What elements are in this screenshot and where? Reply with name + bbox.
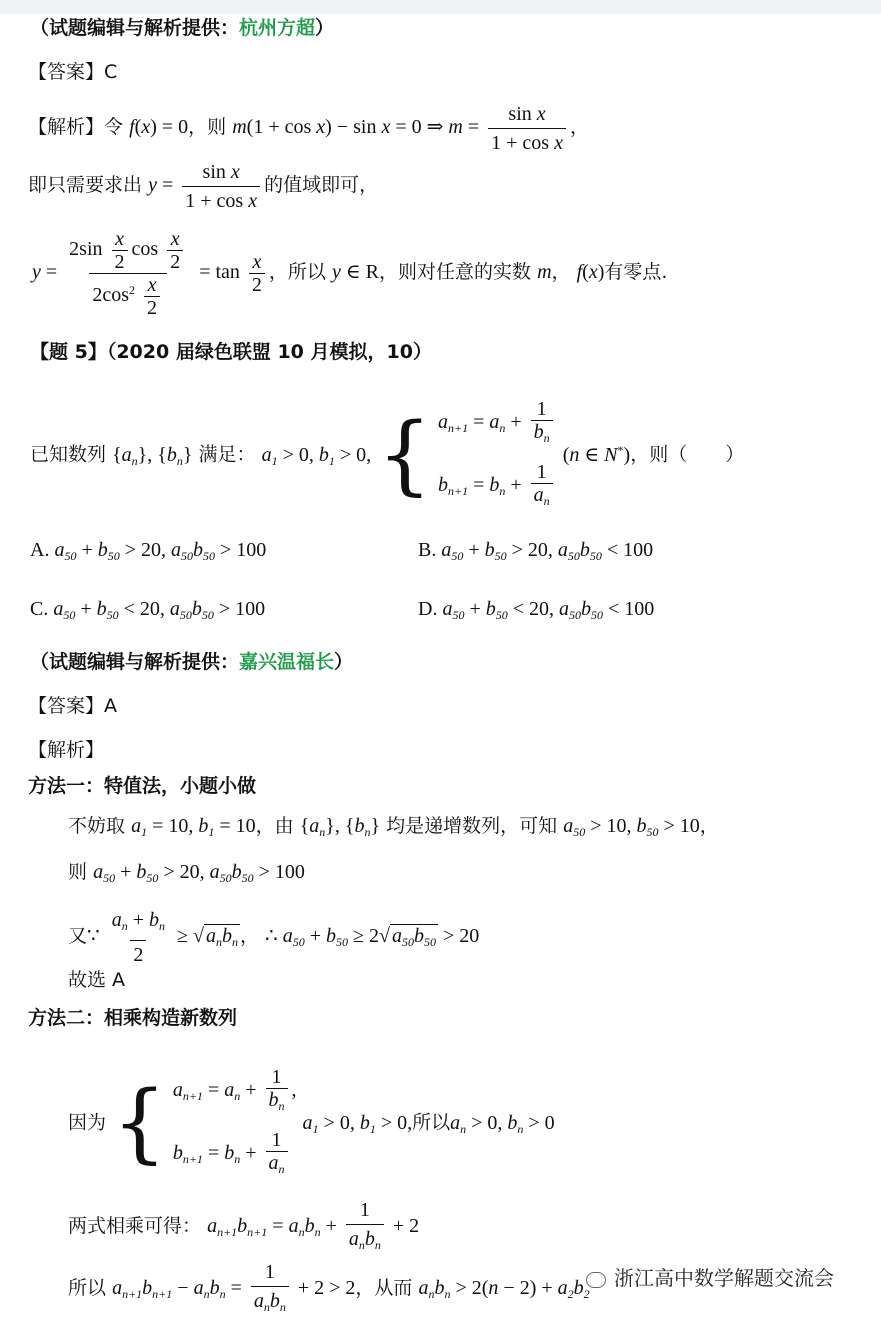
analysis-1-line-3: y = 2sin $\frac{x}{2}$ cos $\frac{x}{2}$ $2\cos^2$ $\frac{x}{2}$ = tan $\frac{x}{2}$ ，所以 y ∈ R，则对任意的实数 m， f(x)有零点. [32,228,668,319]
text-satisfy: 满足： [198,443,256,466]
method-1-choose: 故选 A [68,969,126,991]
option-letter-a: A. [30,539,50,561]
question-5-title: 【题 5】（2020 届绿色联盟 10 月模拟，10） [30,341,432,363]
option-d[interactable] [418,597,654,627]
text-suoyi: ，所以 [268,261,326,284]
editor-credit-1 [30,16,334,40]
math-lower-bound: $a_nb_n > 2(n - 2) + a_2b_2$ [418,1277,590,1302]
method-1-line-3: 又∵ $\frac{a_n + b_n}{2}$ ≥ √ $a_nb_n$ ， ∴ $a_{50} + b_{50} \ge 2√$ $a_{50}b_{50} > 20$ [68,906,479,969]
method-2-difference [68,1258,590,1321]
method-1-line-1: 不妨取 $a_1 = 10$, $b_1 = 10$，由 $\{a_n\}$, $\{b_n\}$ 均是递增数列，可知 $a_{50} > 10$, $b_{50} > 10$， [68,815,719,839]
math-positive: $a_1 > 0$, $b_1 > 0$, [302,1111,413,1136]
math-difference: $a_{n+1}b_{n+1} - a_nb_n$ = $\frac{1}{a_nb_n}$ + 2 > 2 [112,1277,355,1299]
left-brace: { [377,405,432,505]
editor-name: 杭州方超 [239,17,316,39]
editor-name-2: 嘉兴温福长 [239,651,335,673]
math-because: ∵ $\frac{a_n + b_n}{2}$ ≥ √ $a_nb_n$ [87,925,240,947]
math-conclusion-1: $a_{50} + b_{50} > 20$, $a_{50}b_{50} > 100$ [93,861,305,885]
option-a-math: $a_{50} + b_{50} > 20$, $a_{50}b_{50} > 100$ [54,539,267,563]
text-because: 因为 [68,1111,107,1134]
option-letter-b: B. [418,539,437,561]
option-b-math: $a_{50} + b_{50} > 20$, $a_{50}b_{50} < 100$ [441,539,654,563]
math-m-equation: m(1 + cos x) − sin x = 0 ⇒ m = $\frac{\text{sin x}}{\text{1 + cos x}}$ [232,116,570,138]
editor-credit-2 [30,650,353,674]
math-a50-b50-gt10: $a_{50} > 10$, $b_{50} > 10$ [563,815,700,839]
editor-suffix-2: ） [334,651,354,673]
math-an-bn-positive: $a_n > 0$, $b_n > 0$ [450,1111,555,1136]
analysis-2-label: 【解析】 [28,739,105,761]
math-half-angle: y = 2sin $\frac{x}{2}$ cos $\frac{x}{2}$ $2\cos^2$ $\frac{x}{2}$ = tan $\frac{x}{2}$ [32,261,269,283]
text-zero-point: 有零点. [604,261,668,284]
math-system-2: $a_{n+1} = a_n$ + $\frac{1}{b_n}$ , $b_{n+1} = b_n$ + $\frac{1}{a_n}$ [173,1060,297,1186]
text-take: 不妨取 [68,815,126,837]
text-so-2: 所以 [68,1277,107,1300]
text-range: 的值域即可， [264,174,379,197]
math-sequences-2: $\{a_n\}$, $\{b_n\}$ [299,815,381,839]
option-letter-d: D. [418,598,438,620]
option-d-math: $a_{50} + b_{50} < 20$, $a_{50}b_{50} < 100$ [442,598,655,622]
option-b[interactable] [418,538,653,568]
method-1-title: 方法一：特值法，小题小做 [28,775,257,797]
option-a[interactable] [30,538,266,568]
analysis-1-line-2 [28,158,378,215]
text-need: 即只需要求出 [28,174,143,197]
math-sequences: $\{a_n\}$, $\{b_n\}$ [112,443,193,468]
text-multiply: 两式相乘可得： [68,1215,202,1238]
text-ze: ，则 [188,116,227,139]
math-y-ratio: y = $\frac{\text{sin x}}{\text{1 + cos x}}$ [148,174,264,196]
math-initial: $a_1 = 10$, $b_1 = 10$ [131,815,256,839]
option-letter-c: C. [30,598,49,620]
math-product-recurrence: $a_{n+1}b_{n+1} = a_nb_n$ + $\frac{1}{a_nb_n}$ + 2 [207,1215,419,1237]
text-ling: 令 [104,116,124,139]
text-known: 已知数列 [30,443,107,466]
text-hence: ，从而 [355,1277,413,1300]
analysis-label: 【解析】 [28,116,105,139]
watermark [586,1262,834,1291]
text-you: 又 [68,925,88,948]
math-y-in-r: y ∈ R [331,261,380,284]
math-therefore: ∴ $a_{50} + b_{50} \ge 2√$ $a_{50}b_{50} > 20$ [265,925,480,950]
top-bar [0,0,881,14]
text-by: ，由 [255,815,294,837]
math-f-zero: f(x) = 0 [129,116,189,139]
math-fx: f(x) [576,261,605,284]
method-2-system [68,1060,555,1186]
option-c-math: $a_{50} + b_{50} < 20$, $a_{50}b_{50} > 100$ [53,598,266,622]
wechat-icon [586,1272,606,1288]
left-brace-2: { [112,1073,167,1173]
analysis-1-line-1 [28,100,589,157]
editor-prefix: （试题编辑与解析提供： [30,17,240,39]
answer-1: 【答案】C [28,61,118,83]
text-any-real: ，则对任意的实数 [379,261,532,284]
math-system: $a_{n+1} = a_n$ + $\frac{1}{b_n}$ $b_{n+1} = b_n$ + $\frac{1}{a_n}$ [438,392,557,518]
math-conditions: $a_1 > 0$, $b_1 > 0$, [261,443,372,468]
method-2-title: 方法二：相乘构造新数列 [28,1007,238,1029]
editor-prefix-2: （试题编辑与解析提供： [30,651,240,673]
method-1-line-2 [68,860,305,890]
math-m: m [537,261,552,284]
text-so: 所以 [412,1111,451,1134]
watermark-text: 浙江高中数学解题交流会 [614,1266,834,1290]
math-domain: (n ∈ N*) [562,442,631,466]
text-increasing: 均是递增数列，可知 [386,815,558,837]
option-c[interactable] [30,597,265,627]
text-then: ，则（ ） [630,443,745,466]
method-2-product [68,1196,419,1259]
answer-2: 【答案】A [28,695,117,717]
question-5-stem [30,392,744,518]
text-ze-2: 则 [68,861,88,883]
editor-suffix: ） [315,17,335,39]
text-comma: ， [569,116,589,139]
